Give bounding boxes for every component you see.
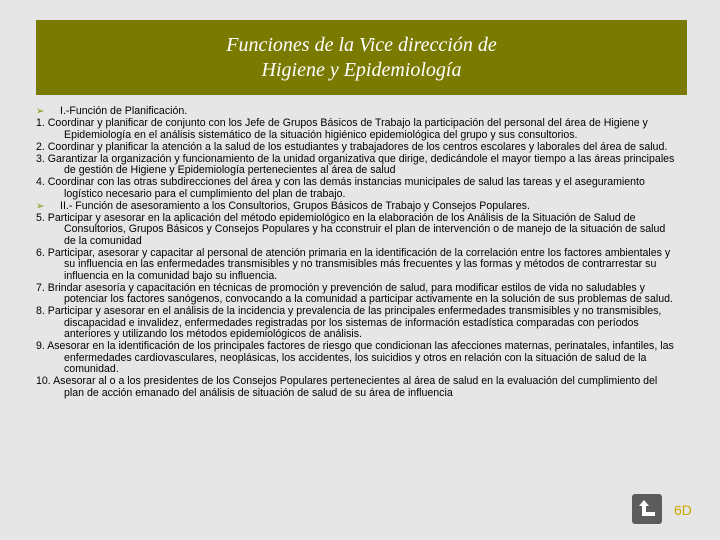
title-banner bbox=[36, 20, 687, 95]
list-item: 1. Coordinar y planificar de conjunto con los Jefe de Grupos Básicos de Trabajo la participación del personal del área de Higiene y Epidemiología en el análisis sistemático de la situación higiénico epidemiológica del grupo y sus consultorios. bbox=[36, 117, 648, 141]
list-item: 5. Participar y asesorar en la aplicación del método epidemiológico en la elaboración de los Análisis de la Situación de Salud de Consultorios, Grupos Básicos y Consejos Populares y ha cconstruir el plan de intervención o de manejo de la situación de salud de la comunidad bbox=[36, 211, 666, 247]
section-heading-planificacion bbox=[36, 106, 676, 118]
arrow-bullet-icon: ➢ bbox=[36, 106, 45, 117]
list-item: 9. Asesorar en la identificación de los principales factores de riesgo que condicionan las afecciones maternas, perinatales, infantiles, las enfermedades cardiovasculares, neoplásicas, los accidentes, los suicidios y otros en relación con la situación de salud de la comunidad. bbox=[36, 340, 674, 375]
list-item: 8. Participar y asesorar en el análisis de la incidencia y prevalencia de las principales enfermedades transmisibles y no transmisibles, discapacidad e invalidez, enfermedades registradas por los sistemas de información estadística comparadas con períodos anteriores y utilizando los métodos epidemiológicos de análisis. bbox=[36, 305, 662, 340]
section-heading-text: I.-Función de Planificación. bbox=[60, 105, 188, 117]
list-item: 3. Garantizar la organización y funcionamiento de la unidad organizativa que dirige, dedicándole el mayor tiempo a las áreas principales de gestión de Higiene y Epidemiología pertenecientes al área de salud bbox=[36, 152, 675, 176]
list-item: 10. Asesorar al o a los presidentes de los Consejos Populares pertenecientes al área de salud en la evaluación del cumplimiento del plan de acción emanado del análisis de situación de salud de su área de influencia bbox=[36, 375, 658, 399]
return-button[interactable] bbox=[632, 494, 662, 524]
section-heading-asesoramiento bbox=[36, 201, 676, 213]
section-heading-text: II.- Función de asesoramiento a los Consultorios, Grupos Básicos de Trabajo y Consejos Populares. bbox=[60, 199, 530, 212]
title-line-2: Higiene y Epidemiología bbox=[261, 58, 462, 81]
slide-number: 6D bbox=[674, 502, 692, 518]
return-arrow-icon bbox=[636, 498, 658, 520]
list-item: 2. Coordinar y planificar la atención a la salud de los estudiantes y trabajadores de los centros escolares y laborales del área de salud. bbox=[36, 140, 668, 153]
list-item: 7. Brindar asesoría y capacitación en técnicas de promoción y prevención de salud, para modificar estilos de vida no saludables y potenciar los factores sanógenos, convocando a la comunidad a participar activamente en la solución de sus problemas de salud. bbox=[36, 281, 673, 305]
arrow-bullet-icon: ➢ bbox=[36, 200, 45, 212]
content-list bbox=[36, 106, 676, 400]
list-item: 4. Coordinar con las otras subdirecciones del área y con las demás instancias municipales de salud las tareas y el aseguramiento logístico necesario para el cumplimiento del plan de trabajo. bbox=[36, 176, 645, 200]
title-line-1: Funciones de la Vice dirección de bbox=[226, 33, 497, 56]
list-item: 6. Participar, asesorar y capacitar al personal de atención primaria en la identificación de la correlación entre los factores ambientales y su influencia en las enfermedades transmisibles y no transmisibles más frecuentes y las formas y métodos de contrarrestar su influencia en la comunidad bajo su influencia. bbox=[36, 246, 671, 282]
